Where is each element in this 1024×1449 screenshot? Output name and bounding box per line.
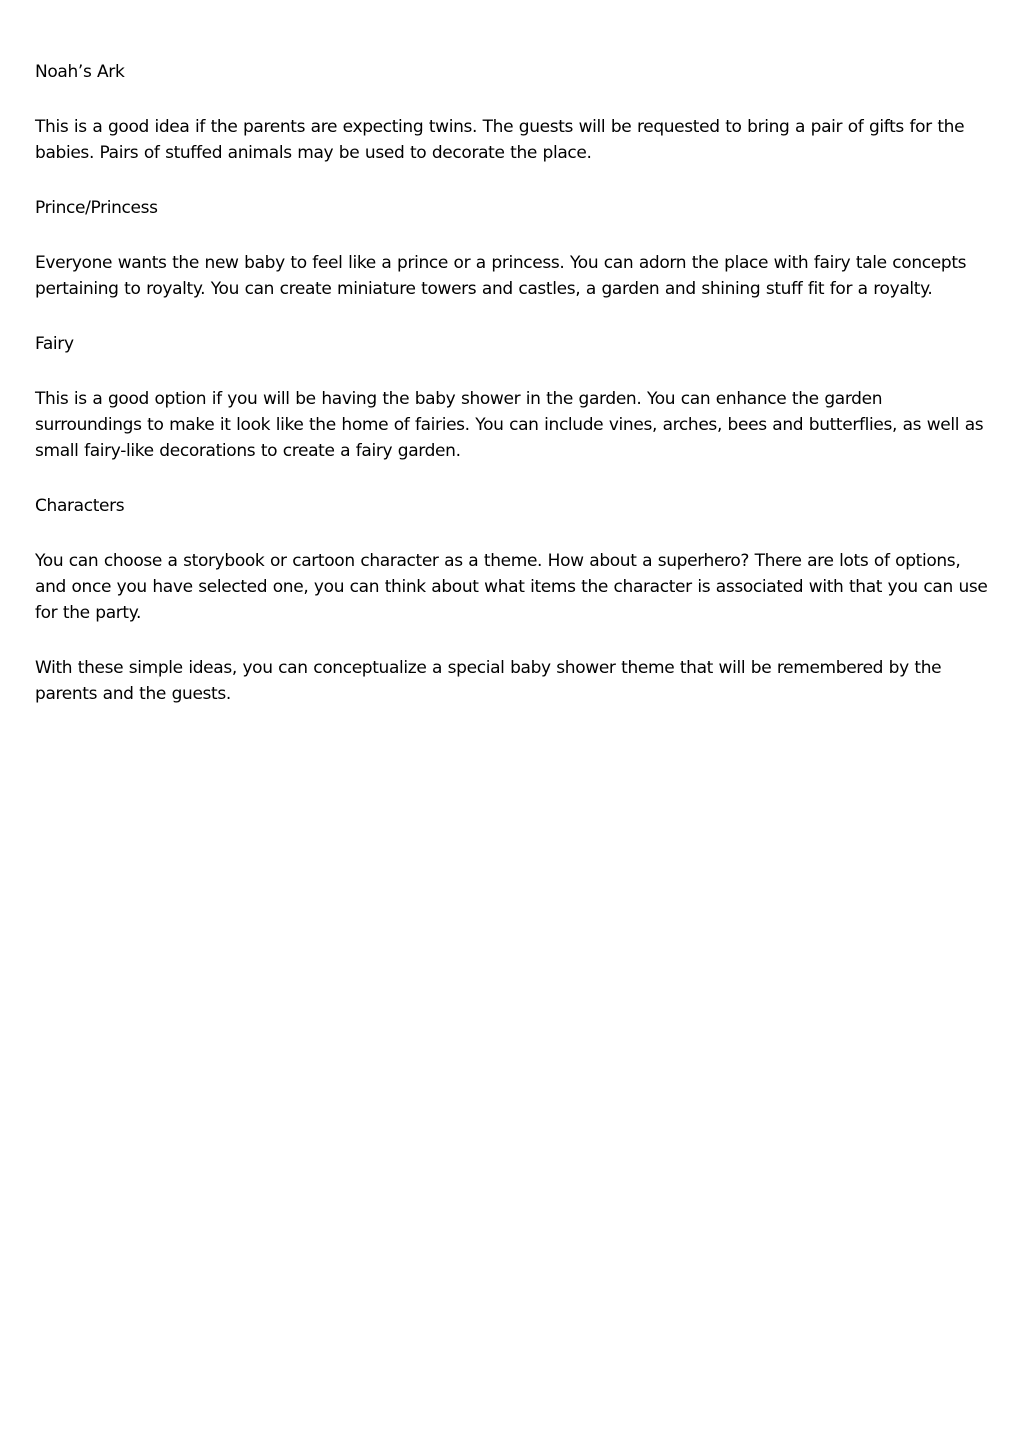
section-heading-noahs-ark: Noah’s Ark (35, 62, 125, 82)
paragraph-prince-princess: Everyone wants the new baby to feel like a prince or a princess. You can adorn the place with fairy tale concepts pertaining to royalty. You can create miniature towers and castles, a garden and shining stuff fit for a royalty. (35, 253, 967, 299)
paragraph-characters: You can choose a storybook or cartoon character as a theme. How about a superhero? There are lots of options, and once you have selected one, you can think about what items the character is associated with that you can use for the party. (35, 551, 988, 623)
paragraph-noahs-ark: This is a good idea if the parents are expecting twins. The guests will be requested to bring a pair of gifts for the babies. Pairs of stuffed animals may be used to decorate the place. (35, 117, 965, 163)
paragraph-fairy: This is a good option if you will be having the baby shower in the garden. You can enhance the garden surroundings to make it look like the home of fairies. You can include vines, arches, bees and butterflies, as well as small fairy-like decorations to create a fairy garden. (35, 389, 984, 461)
section-heading-fairy: Fairy (35, 334, 74, 354)
paragraph-conclusion: With these simple ideas, you can conceptualize a special baby shower theme that will be remembered by the parents and the guests. (35, 658, 942, 704)
section-heading-characters: Characters (35, 496, 125, 516)
section-heading-prince-princess: Prince/Princess (35, 198, 158, 218)
